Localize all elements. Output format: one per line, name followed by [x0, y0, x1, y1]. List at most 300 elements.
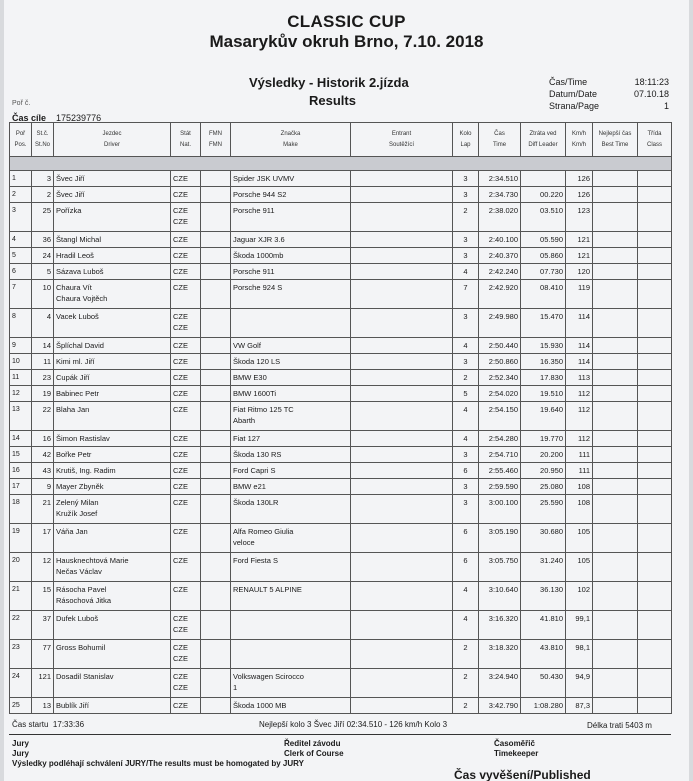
cell-driver-line: Vacek Luboš — [56, 312, 99, 321]
cell-make — [231, 354, 351, 370]
header-class-cz: Třída — [647, 130, 662, 137]
cell-driver-line: Hradil Leoš — [56, 251, 94, 260]
cell-pos: 7 — [10, 280, 32, 309]
results-subtitle: Results — [309, 93, 356, 108]
cell-time: 2:42.240 — [479, 264, 521, 280]
cell-fmn — [201, 611, 231, 640]
cell-class — [638, 669, 672, 698]
cell-diff: 43.810 — [521, 640, 566, 669]
cell-time: 2:59.590 — [479, 479, 521, 495]
cell-fmn — [201, 582, 231, 611]
cell-driver-line: Kružík Josef — [56, 509, 98, 518]
table-row — [10, 669, 672, 698]
header-driver-cz: Jezdec — [102, 130, 122, 137]
cell-entrant — [351, 232, 453, 248]
cell-driver — [54, 264, 171, 280]
timekeeper-label-cz: Časoměřič — [494, 739, 535, 748]
cell-lap: 4 — [453, 264, 479, 280]
cell-time: 2:54.710 — [479, 447, 521, 463]
table-row — [10, 611, 672, 640]
table-row — [10, 495, 672, 524]
table-header — [10, 123, 672, 157]
table-row — [10, 232, 672, 248]
cell-fmn — [201, 495, 231, 524]
cell-entrant — [351, 495, 453, 524]
jury-note-text: Výsledky podléhají schválení JURY/The results must be homogated by JURY — [12, 759, 304, 768]
cell-make-line: Ford Fiesta S — [233, 556, 279, 565]
cell-driver — [54, 431, 171, 447]
cell-lap: 3 — [453, 171, 479, 187]
cell-pos: 11 — [10, 370, 32, 386]
cell-start-no: 37 — [32, 611, 54, 640]
cell-nat-line: CZE — [173, 267, 188, 276]
cell-driver-line: Švec Jiří — [56, 174, 85, 183]
cell-nat — [171, 264, 201, 280]
cell-nat — [171, 669, 201, 698]
cell-entrant — [351, 354, 453, 370]
header-entrant — [351, 123, 453, 157]
cell-lap: 2 — [453, 669, 479, 698]
cell-driver — [54, 447, 171, 463]
cell-make — [231, 203, 351, 232]
table-row — [10, 338, 672, 354]
cell-diff: 05.590 — [521, 232, 566, 248]
table-row — [10, 402, 672, 431]
cell-nat-line: CZE — [173, 341, 188, 350]
cell-time: 2:52.340 — [479, 370, 521, 386]
table-row — [10, 447, 672, 463]
header-best-cz: Nejlepší čas — [598, 130, 632, 137]
cell-best — [593, 248, 638, 264]
cell-entrant — [351, 280, 453, 309]
cell-time: 2:50.860 — [479, 354, 521, 370]
cell-lap: 4 — [453, 611, 479, 640]
cell-time: 2:40.100 — [479, 232, 521, 248]
jury-label — [12, 739, 29, 748]
cell-start-no: 3 — [32, 171, 54, 187]
header-entrant-en: Entrant — [391, 130, 412, 137]
cell-nat — [171, 338, 201, 354]
cell-make-line: Škoda 1000mb — [233, 251, 284, 260]
cell-driver-line: Nečas Václav — [56, 567, 102, 576]
cell-make-line: veloce — [233, 538, 255, 547]
cell-make-line: Škoda 130 RS — [233, 450, 282, 459]
cell-best — [593, 669, 638, 698]
published-label: Čas vyvěšení/Published — [454, 768, 591, 781]
cell-pos: 8 — [10, 309, 32, 338]
cell-class — [638, 386, 672, 402]
cell-make — [231, 171, 351, 187]
cell-nat — [171, 280, 201, 309]
table-row — [10, 248, 672, 264]
header-lap-en: Lap — [460, 141, 471, 148]
cell-kmh: 114 — [566, 309, 593, 338]
cell-fmn — [201, 553, 231, 582]
cell-make-line: BMW e21 — [233, 482, 266, 491]
cell-diff: 19.640 — [521, 402, 566, 431]
finish-label: Čas cíle — [12, 113, 47, 123]
cell-make-line: RENAULT 5 ALPINE — [233, 585, 302, 594]
cell-kmh: 111 — [566, 447, 593, 463]
cell-fmn — [201, 354, 231, 370]
cell-driver — [54, 280, 171, 309]
cell-time: 3:16.320 — [479, 611, 521, 640]
cell-fmn — [201, 698, 231, 714]
cell-driver-line: Hausknechtová Marie — [56, 556, 129, 565]
results-title: Výsledky - Historik 2.jízda — [249, 75, 409, 90]
cell-fmn — [201, 479, 231, 495]
cell-time: 2:50.440 — [479, 338, 521, 354]
cell-fmn — [201, 309, 231, 338]
header-pos-cz: Poř — [15, 130, 26, 137]
table-row — [10, 187, 672, 203]
footer-divider — [9, 734, 671, 735]
cell-nat-line: CZE — [173, 373, 188, 382]
cell-make — [231, 463, 351, 479]
header-lap-cz: Kolo — [459, 130, 472, 137]
cell-nat — [171, 402, 201, 431]
cell-entrant — [351, 386, 453, 402]
cell-nat-line: CZE — [173, 654, 188, 663]
cell-nat — [171, 463, 201, 479]
cell-make — [231, 338, 351, 354]
cell-driver — [54, 640, 171, 669]
cell-make — [231, 309, 351, 338]
cell-kmh: 114 — [566, 338, 593, 354]
cell-nat-line: CZE — [173, 527, 188, 536]
results-body — [10, 157, 672, 714]
cell-start-no: 12 — [32, 553, 54, 582]
cell-driver — [54, 187, 171, 203]
cell-nat — [171, 495, 201, 524]
cell-nat-line: CZE — [173, 357, 188, 366]
cell-make-line: Škoda 130LR — [233, 498, 279, 507]
cell-lap: 6 — [453, 524, 479, 553]
cell-best — [593, 338, 638, 354]
track-length: Délka trati 5403 m — [587, 721, 652, 730]
start-time — [12, 720, 84, 729]
cell-time: 2:49.980 — [479, 309, 521, 338]
cell-driver-line: Bořke Petr — [56, 450, 92, 459]
cell-lap: 5 — [453, 386, 479, 402]
cell-time: 2:34.510 — [479, 171, 521, 187]
cell-driver-line: Štangl Michal — [56, 235, 102, 244]
cell-make — [231, 611, 351, 640]
header-class — [638, 123, 672, 157]
cell-driver-line: Šplíchal David — [56, 341, 104, 350]
cell-class — [638, 338, 672, 354]
cell-lap: 3 — [453, 309, 479, 338]
event-title: CLASSIC CUP — [287, 12, 406, 31]
cell-nat — [171, 431, 201, 447]
cell-start-no: 121 — [32, 669, 54, 698]
cell-nat-line: CZE — [173, 389, 188, 398]
results-table — [9, 122, 672, 714]
cell-make-line: Porsche 924 S — [233, 283, 283, 292]
cell-make-line: Fiat 127 — [233, 434, 261, 443]
cell-entrant — [351, 248, 453, 264]
cell-diff: 05.860 — [521, 248, 566, 264]
order-label: Poř č. — [12, 100, 31, 107]
cell-diff: 1:08.280 — [521, 698, 566, 714]
cell-nat — [171, 203, 201, 232]
page-label: Strana/Page — [549, 101, 600, 111]
cell-kmh: 105 — [566, 553, 593, 582]
cell-class — [638, 248, 672, 264]
cell-pos: 25 — [10, 698, 32, 714]
cell-fmn — [201, 203, 231, 232]
finish-value: 175239776 — [56, 113, 102, 123]
cell-best — [593, 232, 638, 248]
event-subtitle: Masarykův okruh Brno, 7.10. 2018 — [209, 32, 484, 51]
cell-fmn — [201, 232, 231, 248]
cell-time: 3:00.100 — [479, 495, 521, 524]
cell-pos: 12 — [10, 386, 32, 402]
header-make-cz: Značka — [280, 130, 301, 137]
header-diff-en: Diff Leader — [528, 141, 558, 148]
cell-class — [638, 447, 672, 463]
cell-class — [638, 431, 672, 447]
cell-class — [638, 553, 672, 582]
cell-fmn — [201, 264, 231, 280]
cell-kmh: 108 — [566, 495, 593, 524]
cell-driver — [54, 402, 171, 431]
cell-start-no: 36 — [32, 232, 54, 248]
table-row — [10, 354, 672, 370]
cell-driver-line: Sázava Luboš — [56, 267, 104, 276]
cell-nat-line: CZE — [173, 312, 188, 321]
cell-lap: 3 — [453, 495, 479, 524]
cell-best — [593, 171, 638, 187]
jury-label-cz: Jury — [12, 739, 29, 748]
cell-make — [231, 698, 351, 714]
header-lap — [453, 123, 479, 157]
cell-best — [593, 402, 638, 431]
cell-start-no: 25 — [32, 203, 54, 232]
table-row — [10, 370, 672, 386]
cell-start-no: 15 — [32, 582, 54, 611]
cell-driver-line: Babinec Petr — [56, 389, 99, 398]
cell-make-line: BMW 1600Ti — [233, 389, 277, 398]
cell-nat-line: CZE — [173, 625, 188, 634]
cell-nat-line: CZE — [173, 482, 188, 491]
cell-nat — [171, 611, 201, 640]
cell-kmh: 123 — [566, 203, 593, 232]
cell-make — [231, 280, 351, 309]
table-row — [10, 171, 672, 187]
clerk-label — [284, 749, 344, 758]
cell-kmh: 126 — [566, 171, 593, 187]
cell-driver — [54, 553, 171, 582]
cell-entrant — [351, 447, 453, 463]
cell-best — [593, 447, 638, 463]
cell-best — [593, 524, 638, 553]
cell-diff: 19.510 — [521, 386, 566, 402]
cell-entrant — [351, 582, 453, 611]
cell-entrant — [351, 640, 453, 669]
cell-nat-line: CZE — [173, 434, 188, 443]
cell-driver — [54, 309, 171, 338]
cell-fmn — [201, 386, 231, 402]
cell-pos: 5 — [10, 248, 32, 264]
cell-make-line: Volkswagen Scirocco — [233, 672, 304, 681]
cell-kmh: 112 — [566, 402, 593, 431]
cell-start-no: 4 — [32, 309, 54, 338]
cell-class — [638, 640, 672, 669]
cell-class — [638, 264, 672, 280]
header-make-en: Make — [283, 141, 298, 148]
cell-nat — [171, 187, 201, 203]
cell-kmh: 108 — [566, 479, 593, 495]
cell-start-no: 77 — [32, 640, 54, 669]
header-driver — [54, 123, 171, 157]
cell-class — [638, 402, 672, 431]
cell-nat-line: CZE — [173, 450, 188, 459]
cell-lap: 4 — [453, 431, 479, 447]
cell-diff: 07.730 — [521, 264, 566, 280]
director-label — [284, 739, 340, 748]
cell-pos: 2 — [10, 187, 32, 203]
cell-diff — [521, 171, 566, 187]
cell-start-no: 9 — [32, 479, 54, 495]
cell-pos: 4 — [10, 232, 32, 248]
cell-make-line: VW Golf — [233, 341, 261, 350]
cell-best — [593, 553, 638, 582]
cell-time: 3:05.190 — [479, 524, 521, 553]
cell-lap: 6 — [453, 463, 479, 479]
cell-lap: 2 — [453, 203, 479, 232]
cell-diff: 36.130 — [521, 582, 566, 611]
cell-diff: 20.950 — [521, 463, 566, 479]
cell-start-no: 42 — [32, 447, 54, 463]
header-no-en: St.No — [34, 141, 50, 148]
header-class-en: Class — [646, 141, 662, 148]
cell-driver-line: Šimon Rastislav — [56, 434, 110, 443]
cell-lap: 3 — [453, 354, 479, 370]
cell-kmh: 112 — [566, 431, 593, 447]
cell-make — [231, 264, 351, 280]
cell-diff: 25.080 — [521, 479, 566, 495]
cell-driver-line: Bublík Jiří — [56, 701, 89, 710]
cell-fmn — [201, 463, 231, 479]
cell-driver-line: Mayer Zbyněk — [56, 482, 104, 491]
cell-make-line: BMW E30 — [233, 373, 267, 382]
cell-driver — [54, 354, 171, 370]
header-pos — [10, 123, 32, 157]
cell-driver-line: Pořízka — [56, 206, 82, 215]
cell-kmh: 112 — [566, 386, 593, 402]
cell-lap: 4 — [453, 582, 479, 611]
cell-start-no: 21 — [32, 495, 54, 524]
cell-time: 2:34.730 — [479, 187, 521, 203]
cell-make — [231, 582, 351, 611]
cell-kmh: 87,3 — [566, 698, 593, 714]
cell-start-no: 5 — [32, 264, 54, 280]
table-row — [10, 431, 672, 447]
cell-class — [638, 582, 672, 611]
cell-lap: 3 — [453, 447, 479, 463]
cell-class — [638, 203, 672, 232]
header-make — [231, 123, 351, 157]
cell-diff: 08.410 — [521, 280, 566, 309]
cell-entrant — [351, 669, 453, 698]
cell-fmn — [201, 669, 231, 698]
cell-driver-line: Dufek Luboš — [56, 614, 99, 623]
cell-best — [593, 431, 638, 447]
cell-best — [593, 187, 638, 203]
cell-lap: 2 — [453, 640, 479, 669]
cell-driver — [54, 524, 171, 553]
cell-pos: 22 — [10, 611, 32, 640]
cell-best — [593, 698, 638, 714]
cell-nat — [171, 354, 201, 370]
cell-driver — [54, 386, 171, 402]
header-fmn — [201, 123, 231, 157]
cell-driver-line: Rásochová Jitka — [56, 596, 112, 605]
cell-entrant — [351, 309, 453, 338]
cell-fmn — [201, 171, 231, 187]
cell-class — [638, 354, 672, 370]
cell-nat — [171, 553, 201, 582]
timekeeper-label-en-text: Timekeeper — [494, 749, 539, 758]
cell-best — [593, 203, 638, 232]
cell-nat-line: CZE — [173, 683, 188, 692]
cell-class — [638, 187, 672, 203]
cell-diff: 15.470 — [521, 309, 566, 338]
cell-nat — [171, 232, 201, 248]
cell-pos: 14 — [10, 431, 32, 447]
cell-start-no: 22 — [32, 402, 54, 431]
cell-driver-line: Rásocha Pavel — [56, 585, 107, 594]
cell-make — [231, 232, 351, 248]
cell-driver — [54, 698, 171, 714]
cell-nat — [171, 248, 201, 264]
cell-driver — [54, 338, 171, 354]
cell-best — [593, 495, 638, 524]
cell-nat — [171, 309, 201, 338]
cell-diff: 16.350 — [521, 354, 566, 370]
cell-class — [638, 611, 672, 640]
cell-best — [593, 463, 638, 479]
header-nat-en: Nat. — [179, 141, 191, 148]
cell-make — [231, 248, 351, 264]
cell-nat-line: CZE — [173, 251, 188, 260]
cell-start-no: 2 — [32, 187, 54, 203]
cell-fmn — [201, 187, 231, 203]
header-diff-cz: Ztráta ved — [529, 130, 557, 137]
cell-nat-line: CZE — [173, 556, 188, 565]
cell-make-line: Spider JSK UVMV — [233, 174, 295, 183]
cell-pos: 16 — [10, 463, 32, 479]
cell-pos: 13 — [10, 402, 32, 431]
cell-class — [638, 479, 672, 495]
table-row — [10, 309, 672, 338]
table-row — [10, 553, 672, 582]
cell-best — [593, 354, 638, 370]
cell-kmh: 119 — [566, 280, 593, 309]
header-diff — [521, 123, 566, 157]
cell-start-no: 17 — [32, 524, 54, 553]
cell-make — [231, 669, 351, 698]
time-label: Čas/Time — [549, 77, 588, 87]
cell-kmh: 121 — [566, 232, 593, 248]
cell-make-line: Škoda 120 LS — [233, 357, 281, 366]
cell-entrant — [351, 338, 453, 354]
cell-kmh: 105 — [566, 524, 593, 553]
cell-time: 3:42.790 — [479, 698, 521, 714]
header-time — [479, 123, 521, 157]
cell-class — [638, 463, 672, 479]
